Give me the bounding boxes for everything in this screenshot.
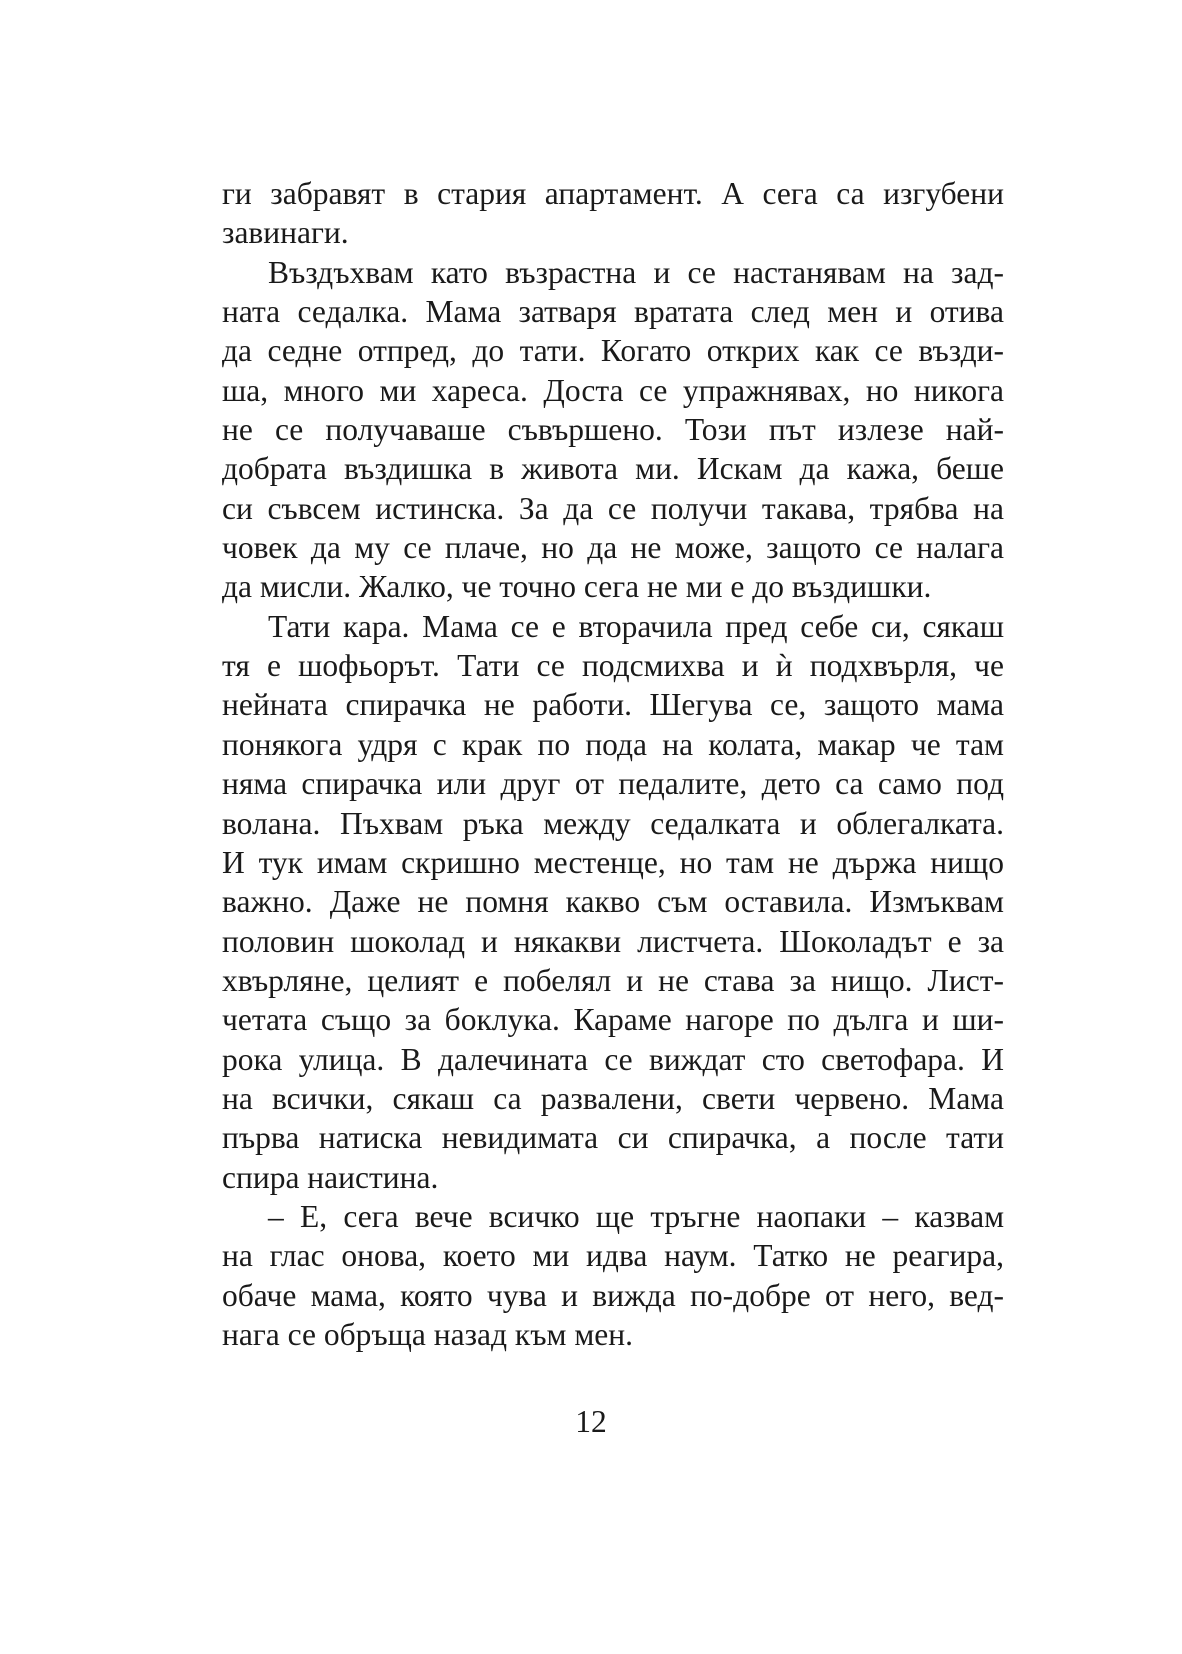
text-line: да седне отпред, до тати. Когато открих как се възди- [222,333,1004,369]
text-line: хвърляне, целият е побелял и не става за нищо. Лист- [222,962,1004,998]
text-line: половин шоколад и някакви листчета. Шоколадът е за [222,923,1004,959]
text-line: важно. Даже не помня какво съм оставила. Измъквам [222,884,1004,920]
text-line: понякога удря с крак по пода на колата, макар че там [222,726,1004,762]
text-line: тя е шофьорът. Тати се подсмихва и ѝ подхвърля, че [222,648,1004,684]
text-line: четата също за боклука. Караме нагоре по дълга и ши- [222,1002,1004,1038]
text-line: нейната спирачка не работи. Шегува се, защото мама [222,687,1004,723]
text-line: добрата въздишка в живота ми. Искам да кажа, беше [222,451,1004,487]
text-line: волана. Пъхвам ръка между седалката и облегалката. [222,805,1004,841]
text-line: ната седалка. Мама затваря вратата след мен и отива [222,294,1004,330]
text-line: Въздъхвам като възрастна и се настанявам на зад- [268,254,1004,290]
body-text [222,174,1004,1354]
text-line: спира наистина. [222,1159,439,1195]
text-line: ги забравят в стария апартамент. А сега са изгубени [222,176,1004,211]
page-number: 12 [575,1404,607,1439]
text-line: ша, много ми хареса. Доста се упражнявах, но никога [222,372,1004,408]
text-line: нага се обръща назад към мен. [222,1316,633,1352]
text-line: на глас онова, което ми идва наум. Татко не реагира, [222,1238,1004,1274]
text-line: И тук имам скришно местенце, но там не държа нищо [222,844,1004,880]
text-line: не се получаваше съвършено. Този път излезе най- [222,412,1004,448]
text-line: Тати кара. Мама се е вторачила пред себе си, сякаш [268,608,1004,644]
text-line: първа натиска невидимата си спирачка, а после тати [222,1120,1004,1156]
text-line: – Е, сега вече всичко ще тръгне наопаки – казвам [268,1198,1004,1234]
text-line: човек да му се плаче, но да не може, защото се налага [222,530,1004,566]
text-line: да мисли. Жалко, че точно сега не ми е до въздишки. [222,569,932,605]
text-line: няма спирачка или друг от педалите, дето са само под [222,766,1004,802]
text-line: си съвсем истинска. За да се получи такава, трябва на [222,490,1004,526]
text-line: рока улица. В далечината се виждат сто светофара. И [222,1041,1004,1077]
text-line: на всички, сякаш са развалени, свети червено. Мама [222,1080,1004,1116]
text-line: обаче мама, която чува и вижда по-добре от него, вед- [222,1277,1004,1313]
text-line: завинаги. [222,215,349,251]
